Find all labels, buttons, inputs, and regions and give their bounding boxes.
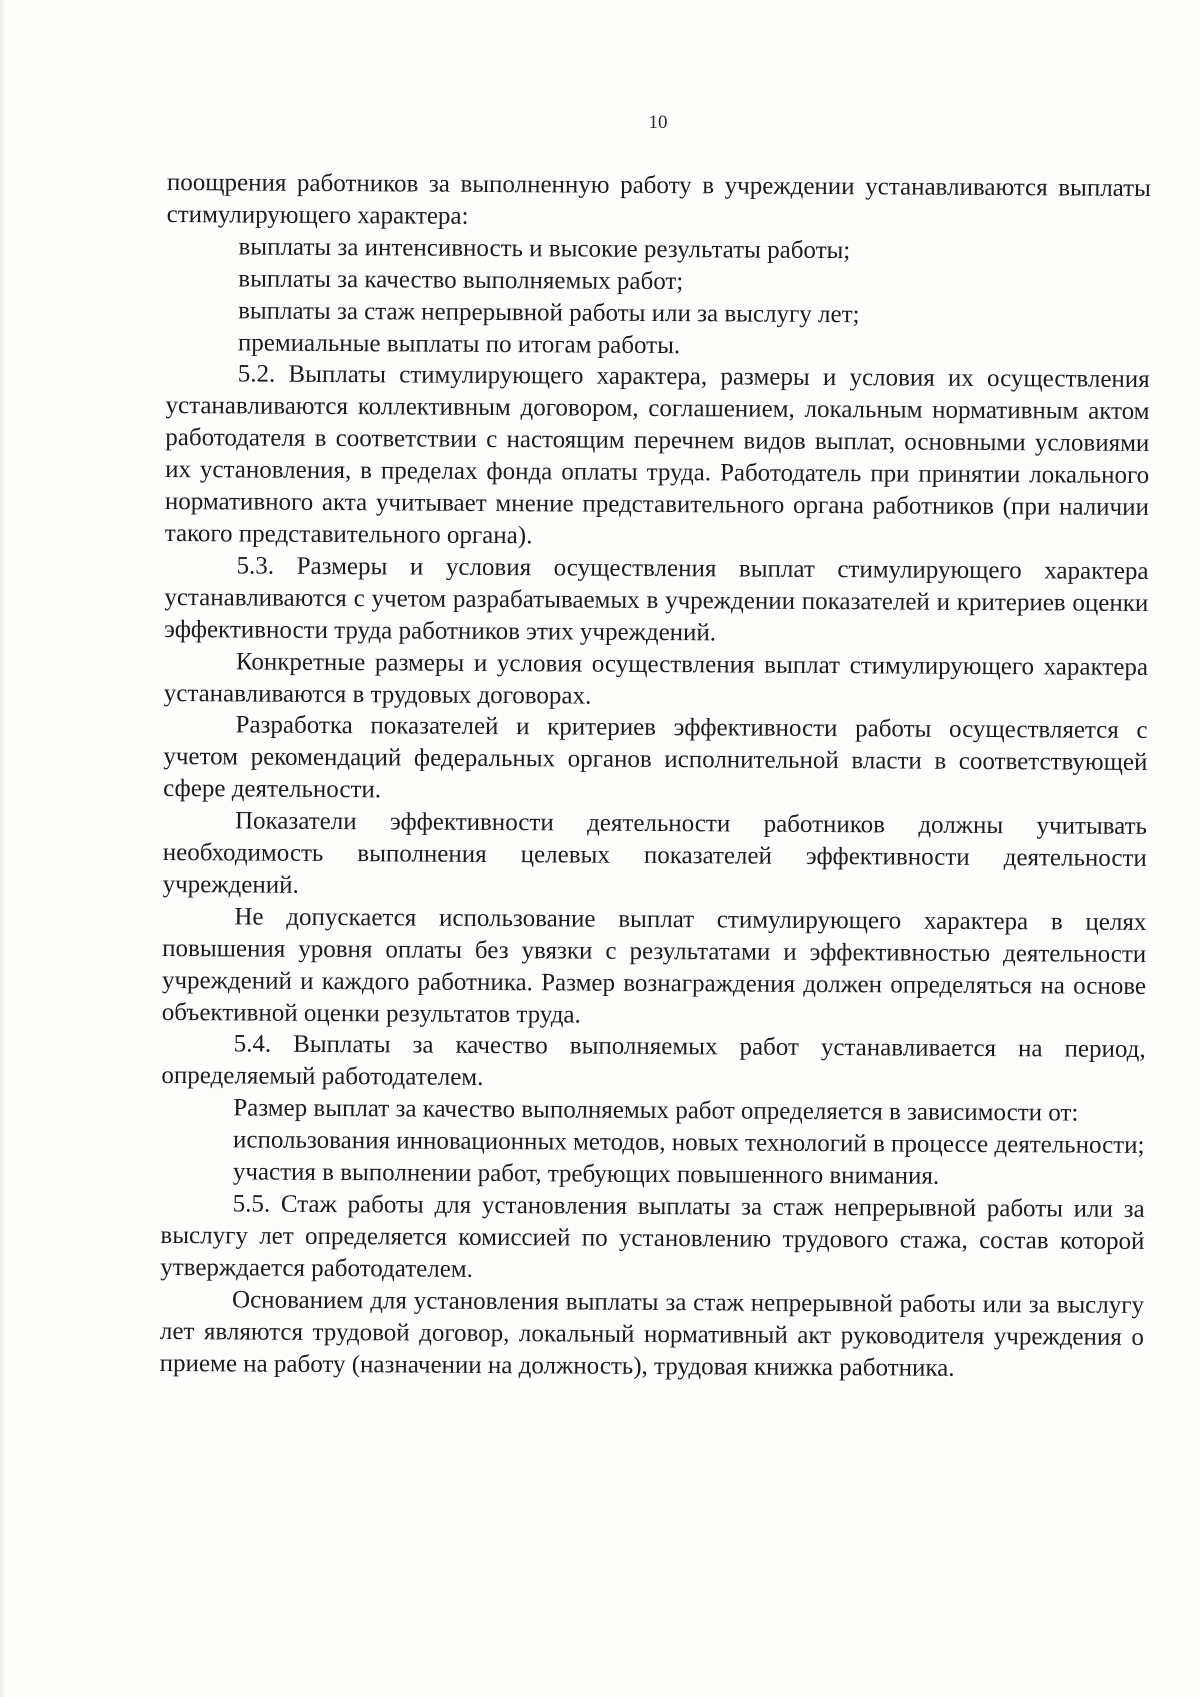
list-item: использования инновационных методов, новых технологий в процессе деятельности; bbox=[232, 1126, 1145, 1160]
paragraph: Показатели эффективности деятельности работников должны учитывать необходимость выполнения целевых показателей эффективности деятельности учреждений. bbox=[162, 807, 1148, 899]
paragraph: Основанием для установления выплаты за стаж непрерывной работы или за выслугу лет являются трудовой договор, локальный нормативный акт руководителя учреждения о приеме на работу (назначении на должность), трудовая книжка работника. bbox=[159, 1286, 1145, 1382]
list-item: участия в выполнении работ, требующих повышенного внимания. bbox=[232, 1158, 940, 1190]
paragraph: поощрения работников за выполненную работу в учреждении устанавливаются выплаты стимулирующего характера: bbox=[166, 168, 1151, 230]
list-item: выплаты за стаж непрерывной работы или за выслугу лет; bbox=[238, 297, 860, 328]
paragraph-5-3: 5.3. Размеры и условия осуществления выплат стимулирующего характера устанавливаются с учетом разрабатываемых в учреждении показателей и критериев оценки эффективности труда работников этих учреждений. bbox=[164, 552, 1149, 647]
list-item: выплаты за интенсивность и высокие результаты работы; bbox=[238, 233, 851, 264]
list-item: премиальные выплаты по итогам работы. bbox=[237, 328, 681, 359]
scan-edge-shadow bbox=[0, 0, 6, 1697]
paragraph-5-4: 5.4. Выплаты за качество выполняемых работ устанавливается на период, определяемый работодателем. bbox=[161, 1030, 1146, 1092]
page-number: 10 bbox=[648, 112, 668, 133]
paragraph: Конкретные размеры и условия осуществления выплат стимулирующего характера устанавливаются в трудовых договорах. bbox=[163, 648, 1149, 710]
document-body bbox=[160, 167, 1151, 1385]
paragraph: Не допускается использование выплат стимулирующего характера в целях повышения уровня оплаты без увязки с результатами и эффективностью деятельности учреждений и каждого работника. Размер вознаграждения должен определяться на основе объективной оценки результатов труда. bbox=[161, 903, 1147, 1029]
paragraph-5-5: 5.5. Стаж работы для установления выплаты за стаж непрерывной работы или за выслугу лет определяется комиссией по установлению трудового стажа, состав которой утверждается работодателем. bbox=[160, 1190, 1145, 1283]
paragraph: Размер выплат за качество выполняемых работ определяется в зависимости от: bbox=[233, 1094, 1079, 1127]
paragraph: Разработка показателей и критериев эффективности работы осуществляется с учетом рекомендаций федеральных органов исполнительной власти в соответствующей сфере деятельности. bbox=[163, 711, 1148, 804]
list-item: выплаты за качество выполняемых работ; bbox=[238, 265, 684, 295]
paragraph-5-2: 5.2. Выплаты стимулирующего характера, размеры и условия их осуществления устанавливаются коллективным договором, соглашением, локальным нормативным актом работодателя в соответствии с настоящим перечнем видов выплат, основными условиями их установления, в пределах фонда оплаты труда. Работодатель при принятии локального нормативного акта учитывает мнение представительного органа работников (при наличии такого представительного органа). bbox=[164, 360, 1150, 550]
